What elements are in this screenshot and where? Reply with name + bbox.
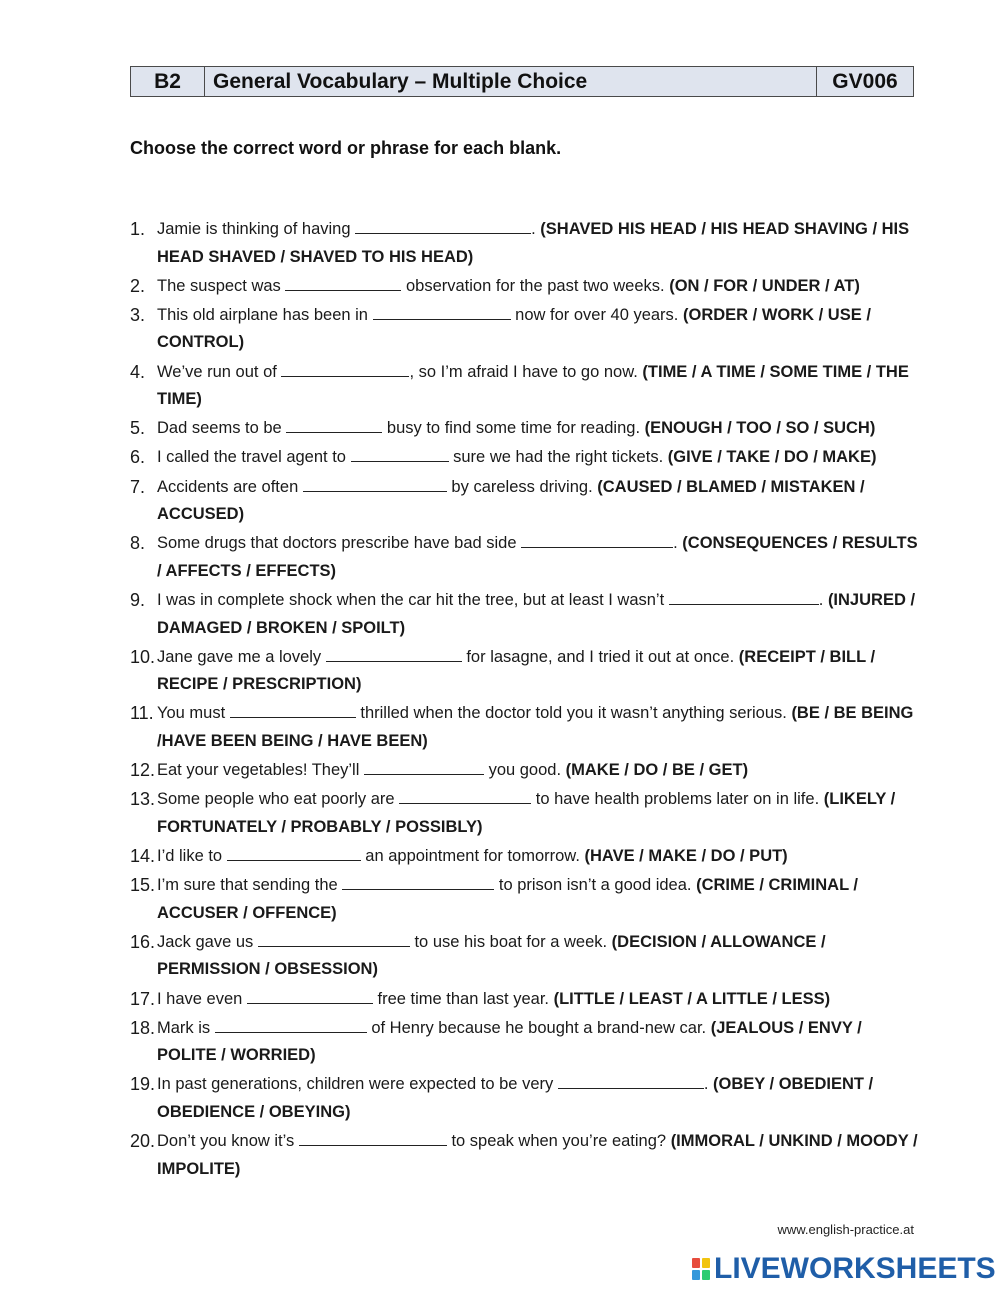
question-text-after: thrilled when the doctor told you it wasn’t anything serious. [355, 704, 792, 723]
question-item [130, 786, 920, 841]
question-text-after: you good. [483, 761, 566, 780]
question-text-before: Some drugs that doctors prescribe have bad side [157, 534, 522, 553]
answer-blank[interactable] [521, 534, 673, 548]
answer-options: (BE / BE BEING /HAVE BEEN BEING / HAVE BEEN) [157, 704, 914, 750]
answer-blank[interactable] [285, 277, 401, 291]
answer-options: (ON / FOR / UNDER / AT) [669, 276, 860, 295]
question-text [157, 216, 920, 271]
answer-options: (MAKE / DO / BE / GET) [565, 761, 749, 780]
question-number: 17. [130, 988, 156, 1009]
question-text-after: an appointment for tomorrow. [360, 846, 585, 865]
question-number: 16. [130, 931, 156, 952]
question-text-after: . [673, 534, 683, 553]
question-list [130, 216, 920, 1185]
question-text-before: This old airplane has been in [157, 305, 373, 324]
logo-blocks-icon [692, 1258, 710, 1280]
question-text [157, 359, 920, 414]
answer-blank[interactable] [355, 220, 531, 234]
question-text-before: We’ve run out of [157, 362, 282, 381]
question-text [157, 1071, 920, 1126]
question-text [157, 587, 920, 642]
question-text [157, 786, 920, 841]
question-item [130, 1015, 920, 1070]
question-text-before: You must [157, 704, 230, 723]
question-number: 5. [130, 418, 146, 439]
answer-options: (CRIME / CRIMINAL / ACCUSER / OFFENCE) [157, 876, 859, 922]
question-text-before: Dad seems to be [157, 419, 287, 438]
question-item [130, 700, 920, 755]
question-text-before: Jack gave us [157, 932, 258, 951]
question-item [130, 444, 920, 472]
question-item [130, 1071, 920, 1126]
question-text [157, 273, 920, 301]
question-text-after: observation for the past two weeks. [401, 276, 670, 295]
question-item [130, 415, 920, 443]
question-number: 4. [130, 361, 146, 382]
brand-name: LIVEWORKSHEETS [714, 1252, 996, 1285]
question-item [130, 474, 920, 529]
answer-options: (DECISION / ALLOWANCE / PERMISSION / OBSESSION) [157, 932, 826, 979]
question-number: 9. [130, 590, 146, 610]
answer-blank[interactable] [247, 990, 373, 1004]
answer-options: (HAVE / MAKE / DO / PUT) [584, 846, 788, 865]
question-number: 20. [130, 1131, 156, 1152]
instructions: Choose the correct word or phrase for each blank. [130, 138, 562, 158]
question-text [157, 644, 920, 699]
question-text [157, 700, 920, 755]
question-item [130, 273, 920, 301]
question-number: 18. [130, 1017, 156, 1038]
question-text-after: by careless driving. [446, 477, 598, 496]
question-text-before: I’m sure that sending the [157, 876, 343, 895]
answer-blank[interactable] [230, 704, 356, 718]
question-text [157, 474, 920, 529]
answer-blank[interactable] [373, 306, 511, 320]
question-number: 14. [130, 845, 156, 866]
question-item [130, 872, 920, 927]
question-text-after: to have health problems later on in life. [531, 790, 824, 809]
question-text-after: . [703, 1075, 713, 1094]
question-number: 8. [130, 533, 146, 554]
question-number: 10. [130, 646, 156, 667]
question-number: 19. [130, 1074, 156, 1095]
answer-options: (LIKELY / FORTUNATELY / PROBABLY / POSSIBLY) [157, 790, 896, 836]
worksheet-title: General Vocabulary – Multiple Choice [205, 67, 817, 96]
question-item [130, 359, 920, 414]
question-text-before: Eat your vegetables! They’ll [157, 761, 364, 780]
worksheet-code: GV006 [832, 69, 898, 93]
answer-blank[interactable] [326, 648, 462, 662]
answer-options: (CAUSED / BLAMED / MISTAKEN / ACCUSED) [157, 477, 865, 524]
answer-blank[interactable] [399, 790, 531, 804]
answer-blank[interactable] [286, 419, 382, 433]
question-text-after: . [531, 220, 541, 238]
question-text [157, 530, 920, 585]
question-number: 15. [130, 875, 156, 896]
answer-options: (TIME / A TIME / SOME TIME / THE TIME) [157, 362, 909, 409]
question-text-before: Jane gave me a lovely [157, 647, 326, 666]
answer-options: (CONSEQUENCES / RESULTS / AFFECTS / EFFECTS) [157, 534, 918, 580]
question-text [157, 415, 920, 443]
question-text-after: . [818, 591, 828, 609]
question-item [130, 929, 920, 984]
answer-blank[interactable] [351, 448, 449, 462]
question-item [130, 587, 920, 642]
answer-blank[interactable] [303, 478, 447, 492]
question-number: 3. [130, 304, 146, 325]
question-text [157, 843, 920, 871]
answer-options: (ORDER / WORK / USE / CONTROL) [157, 305, 871, 352]
answer-blank[interactable] [364, 761, 484, 775]
answer-options: (RECEIPT / BILL / RECIPE / PRESCRIPTION) [157, 647, 876, 694]
question-text [157, 986, 920, 1014]
question-item [130, 530, 920, 585]
question-text-before: I was in complete shock when the car hit the tree, but at least I wasn’t [157, 591, 669, 609]
question-text-before: I called the travel agent to [157, 448, 351, 467]
answer-options: (JEALOUS / ENVY / POLITE / WORRIED) [157, 1018, 862, 1065]
question-number: 12. [130, 760, 156, 781]
answer-options: (IMMORAL / UNKIND / MOODY / IMPOLITE) [157, 1132, 918, 1178]
question-text-before: I have even [157, 989, 247, 1008]
question-text-after: to prison isn’t a good idea. [494, 876, 697, 895]
question-text-before: Accidents are often [157, 477, 303, 496]
title-table [130, 66, 914, 97]
answer-options: (OBEY / OBEDIENT / OBEDIENCE / OBEYING) [157, 1075, 874, 1121]
question-item [130, 1128, 920, 1183]
answer-blank[interactable] [281, 363, 409, 377]
answer-blank[interactable] [558, 1075, 704, 1089]
question-item [130, 843, 920, 871]
answer-blank[interactable] [299, 1132, 447, 1146]
question-number: 13. [130, 789, 156, 810]
question-text-after: free time than last year. [372, 989, 554, 1008]
source-url[interactable]: www.english-practice.at [777, 1222, 914, 1237]
question-text [157, 929, 920, 984]
question-item [130, 216, 920, 271]
answer-blank[interactable] [258, 933, 410, 947]
question-text-after: for lasagne, and I tried it out at once. [461, 647, 739, 666]
answer-blank[interactable] [227, 847, 361, 861]
question-text-after: of Henry because he bought a brand-new car. [366, 1018, 711, 1037]
question-text [157, 757, 920, 785]
question-text-after: to speak when you’re eating? [446, 1132, 671, 1151]
question-number: 1. [130, 219, 146, 239]
question-text-after: busy to find some time for reading. [382, 419, 645, 438]
question-text-after: to use his boat for a week. [409, 932, 612, 951]
question-text-before: Jamie is thinking of having [157, 220, 356, 238]
question-item [130, 302, 920, 357]
answer-options: (SHAVED HIS HEAD / HIS HEAD SHAVING / HIS HEAD SHAVED / SHAVED TO HIS HEAD) [157, 220, 910, 266]
answer-blank[interactable] [215, 1019, 367, 1033]
answer-blank[interactable] [342, 876, 494, 890]
question-text [157, 444, 920, 472]
question-item [130, 757, 920, 785]
question-text [157, 302, 920, 357]
question-text-before: In past generations, children were expected to be very [157, 1075, 558, 1094]
answer-options: (ENOUGH / TOO / SO / SUCH) [644, 419, 876, 438]
question-text [157, 1015, 920, 1070]
question-number: 7. [130, 476, 146, 497]
question-text [157, 1128, 920, 1183]
question-text-after: , so I’m afraid I have to go now. [409, 362, 643, 381]
question-text [157, 872, 920, 927]
question-number: 2. [130, 275, 146, 296]
question-item [130, 986, 920, 1014]
liveworksheets-logo[interactable] [692, 1252, 996, 1286]
question-text-before: Mark is [157, 1018, 215, 1037]
answer-options: (LITTLE / LEAST / A LITTLE / LESS) [553, 989, 831, 1008]
question-text-before: Don’t you know it’s [157, 1132, 299, 1151]
answer-blank[interactable] [669, 591, 819, 605]
answer-options: (INJURED / DAMAGED / BROKEN / SPOILT) [157, 591, 916, 637]
question-text-before: I’d like to [157, 846, 227, 865]
answer-options: (GIVE / TAKE / DO / MAKE) [667, 448, 877, 467]
question-item [130, 644, 920, 699]
question-number: 6. [130, 447, 146, 468]
question-text-before: Some people who eat poorly are [157, 790, 400, 809]
level-cell: B2 [131, 67, 205, 96]
question-text-before: The suspect was [157, 276, 286, 295]
question-text-after: sure we had the right tickets. [448, 448, 668, 467]
question-text-after: now for over 40 years. [510, 305, 683, 324]
question-number: 11. [130, 703, 154, 724]
